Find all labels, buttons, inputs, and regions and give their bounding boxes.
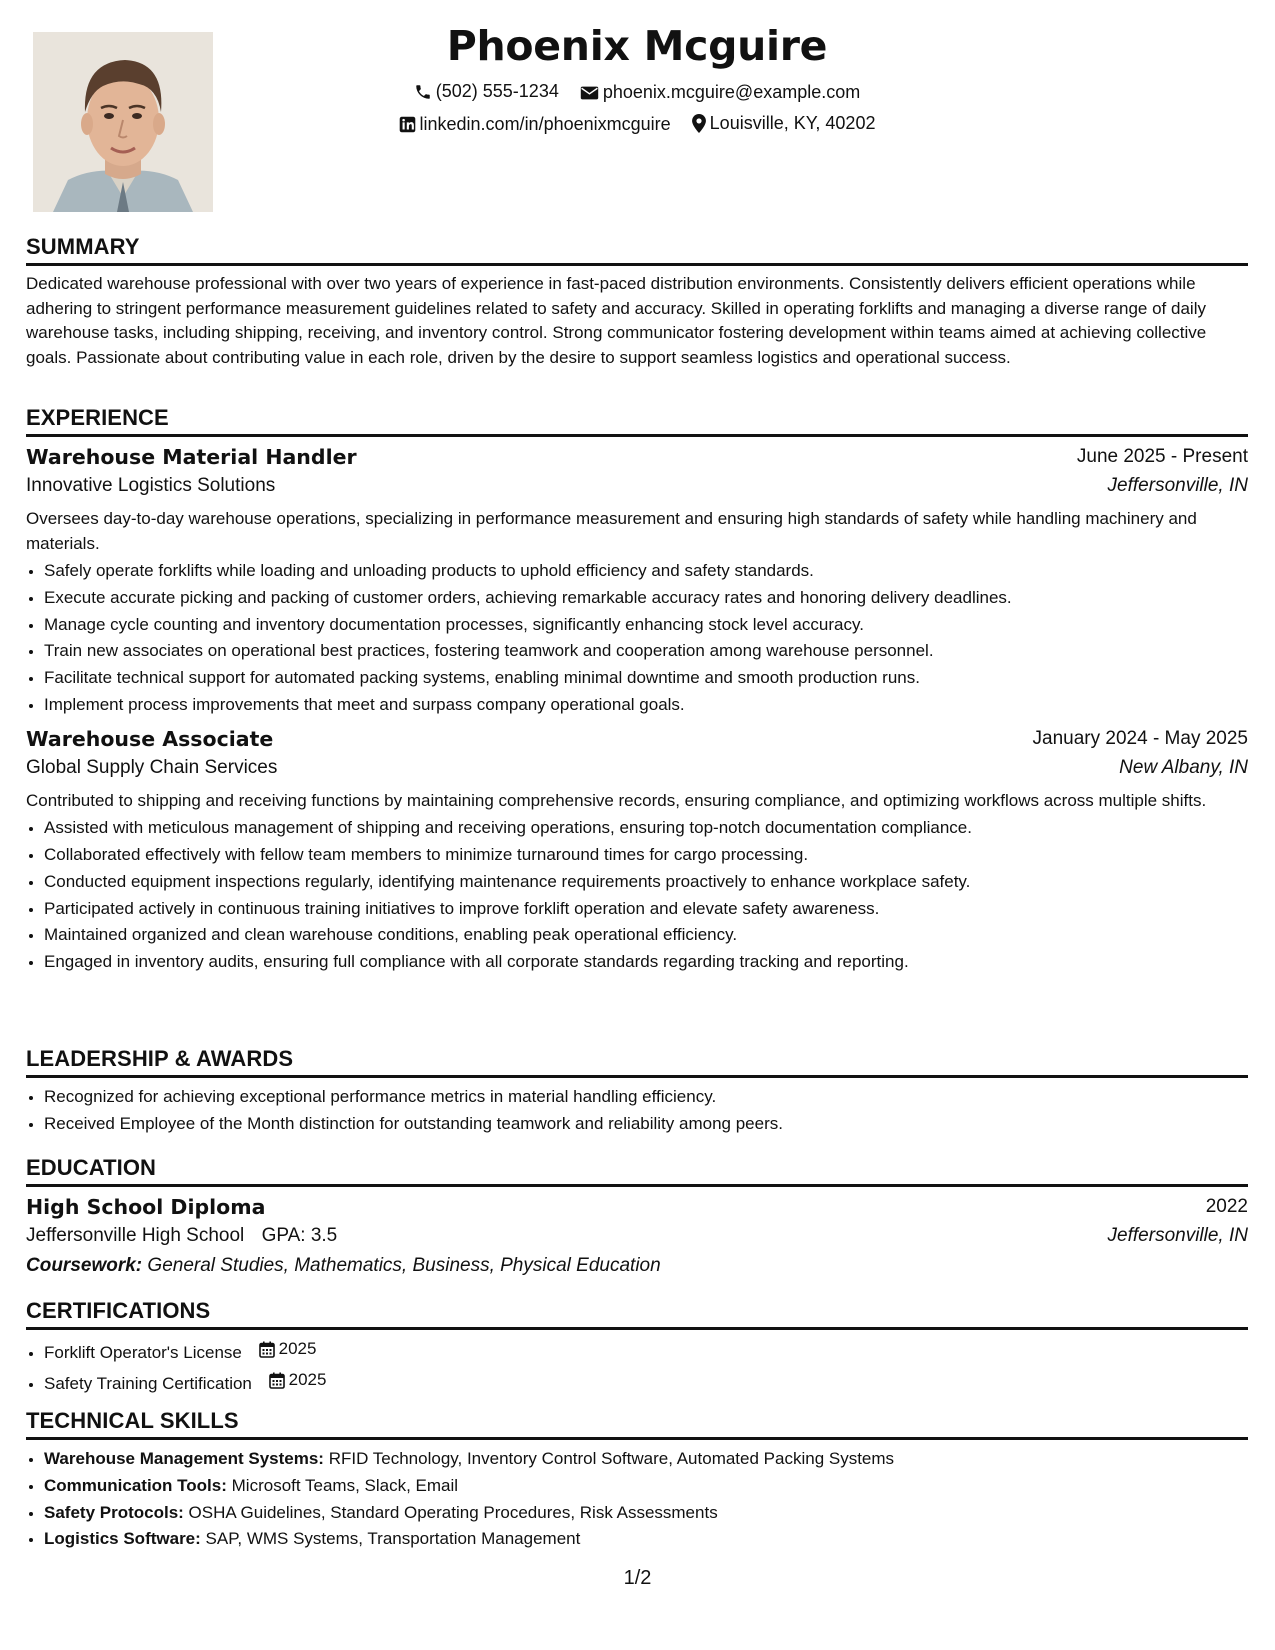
section-title: SUMMARY [26, 234, 1248, 266]
contact-row-primary [26, 81, 1248, 106]
job-title: Warehouse Associate [26, 726, 274, 751]
job-title: Warehouse Material Handler [26, 445, 357, 469]
list-item: • Implement process improvements that meet and surpass company operational goals. [44, 692, 1248, 719]
skill-category: Warehouse Management Systems: [44, 1449, 324, 1468]
cert-date [259, 1336, 317, 1363]
job-entry [26, 725, 1248, 976]
education-subheader [26, 1223, 1248, 1253]
certifications-section [26, 1298, 1248, 1397]
coursework [26, 1255, 1248, 1277]
job-company: Global Supply Chain Services [26, 756, 278, 778]
calendar-icon [259, 1341, 275, 1358]
job-bullets [26, 815, 1248, 976]
contact-row-secondary [26, 113, 1248, 138]
leadership-section [26, 1046, 1248, 1138]
job-entry [26, 443, 1248, 719]
list-item: • Conducted equipment inspections regularly, identifying maintenance requirements proactively to enhance workplace safety. [44, 869, 1248, 896]
graduation-year: 2022 [1205, 1196, 1248, 1217]
cert-year: 2025 [278, 1339, 317, 1358]
gpa: GPA: 3.5 [261, 1225, 338, 1246]
cert-date [269, 1367, 327, 1394]
skill-category: Safety Protocols: [44, 1502, 184, 1522]
resume-header [26, 0, 1248, 232]
skills-list [26, 1446, 1248, 1553]
job-company: Innovative Logistics Solutions [26, 475, 276, 496]
list-item [44, 1473, 1248, 1500]
job-description: Contributed to shipping and receiving functions by maintaining comprehensive records, ensuring compliance, and optimizing workflows across multiple shifts. [26, 790, 1207, 810]
summary-section [26, 234, 1248, 370]
candidate-name: Phoenix Mcguire [446, 22, 828, 70]
linkedin-text: linkedin.com/in/phoenixmcguire [419, 114, 671, 134]
job-location: New Albany, IN [1119, 756, 1248, 778]
linkedin-icon [399, 116, 416, 133]
phone-text: (502) 555-1234 [435, 81, 559, 101]
degree-title: High School Diploma [26, 1195, 266, 1219]
job-subheader [26, 755, 1248, 785]
location-text: Louisville, KY, 40202 [709, 113, 876, 133]
envelope-icon [580, 85, 599, 101]
list-item [44, 1446, 1248, 1473]
section-title: EXPERIENCE [26, 405, 1248, 437]
school-name: Jeffersonville High School [26, 1225, 245, 1246]
contact-linkedin[interactable] [399, 114, 671, 135]
list-item: • Collaborated effectively with fellow team members to minimize turnaround times for cargo processing. [44, 842, 1248, 869]
phone-icon [414, 83, 432, 101]
education-section [26, 1155, 1248, 1277]
certifications-list [26, 1336, 1248, 1397]
section-title: LEADERSHIP & AWARDS [26, 1046, 1248, 1078]
page-number: 1/2 [623, 1567, 652, 1589]
list-item [44, 1500, 1248, 1527]
list-item [44, 1526, 1248, 1553]
job-header [26, 725, 1248, 755]
list-item: • Safely operate forklifts while loading and unloading products to uphold efficiency and safety standards. [44, 558, 1248, 585]
list-item: • Facilitate technical support for automated packing systems, enabling minimal downtime and smooth production runs. [44, 665, 1248, 692]
job-location: Jeffersonville, IN [1107, 475, 1248, 496]
job-description: Oversees day-to-day warehouse operations, specializing in performance measurement and ensuring high standards of safety while handling machinery and materials. [26, 509, 1197, 553]
job-header [26, 443, 1248, 473]
list-item [44, 1336, 1248, 1367]
list-item: • Participated actively in continuous training initiatives to improve forklift operation and elevate safety awareness. [44, 896, 1248, 923]
education-header [26, 1193, 1248, 1223]
contact-phone[interactable] [414, 81, 559, 102]
summary-text: Dedicated warehouse professional with over two years of experience in fast-paced distribution environments. Consistently delivers efficient operations while adhering to stringent performance measurement guidelines related to safety and accuracy. Skilled in operating forklifts and managing a diverse range of daily warehouse tasks, including shipping, receiving, and inventory control. Strong communicator fostering development within teams aimed at achieving collective goals. Passionate about contributing value in each role, driven by the desire to support seamless logistics and operational success. [26, 274, 1207, 367]
list-item: • Assisted with meticulous management of shipping and receiving operations, ensuring top-notch documentation compliance. [44, 815, 1248, 842]
skill-value: Microsoft Teams, Slack, Email [231, 1475, 459, 1495]
calendar-icon [269, 1372, 285, 1389]
email-text: phoenix.mcguire@example.com [602, 82, 861, 102]
school-info [26, 1225, 337, 1247]
coursework-value: General Studies, Mathematics, Business, Physical Education [147, 1255, 661, 1276]
job-dates: January 2024 - May 2025 [1032, 727, 1248, 749]
list-item: • Engaged in inventory audits, ensuring full compliance with all corporate standards regarding tracking and reporting. [44, 949, 1248, 976]
skill-value: RFID Technology, Inventory Control Software, Automated Packing Systems [328, 1449, 895, 1468]
contact-email[interactable] [580, 82, 860, 103]
list-item: • Recognized for achieving exceptional performance metrics in material handling efficiency. [44, 1084, 1248, 1111]
skill-value: SAP, WMS Systems, Transportation Management [205, 1529, 581, 1549]
section-title: CERTIFICATIONS [26, 1298, 1248, 1330]
skill-value: OSHA Guidelines, Standard Operating Procedures, Risk Assessments [188, 1502, 718, 1522]
list-item [44, 1367, 1248, 1398]
job-bullets [26, 558, 1248, 719]
job-subheader [26, 473, 1248, 503]
cert-name: Forklift Operator's License [44, 1342, 242, 1362]
list-item: • Execute accurate picking and packing of customer orders, achieving remarkable accuracy rates and honoring delivery deadlines. [44, 585, 1248, 612]
section-title: TECHNICAL SKILLS [26, 1408, 1248, 1440]
coursework-label: Coursework: [26, 1255, 143, 1276]
cert-name: Safety Training Certification [44, 1373, 252, 1393]
skills-section [26, 1408, 1248, 1553]
skill-category: Logistics Software: [44, 1529, 201, 1549]
awards-list [26, 1084, 1248, 1138]
experience-section [26, 405, 1248, 976]
school-location: Jeffersonville, IN [1107, 1225, 1248, 1246]
cert-year: 2025 [288, 1369, 327, 1389]
job-dates: June 2025 - Present [1076, 446, 1248, 467]
skill-category: Communication Tools: [44, 1475, 227, 1495]
list-item: • Received Employee of the Month distinction for outstanding teamwork and reliability among peers. [44, 1111, 1248, 1138]
list-item: • Train new associates on operational best practices, fostering teamwork and cooperation among warehouse personnel. [44, 638, 1248, 665]
resume-page [26, 0, 1248, 1549]
list-item: • Maintained organized and clean warehouse conditions, enabling peak operational efficiency. [44, 922, 1248, 949]
contact-location [692, 113, 876, 134]
list-item: • Manage cycle counting and inventory documentation processes, significantly enhancing stock level accuracy. [44, 612, 1248, 639]
section-title: EDUCATION [26, 1155, 1248, 1187]
map-pin-icon [692, 114, 706, 133]
